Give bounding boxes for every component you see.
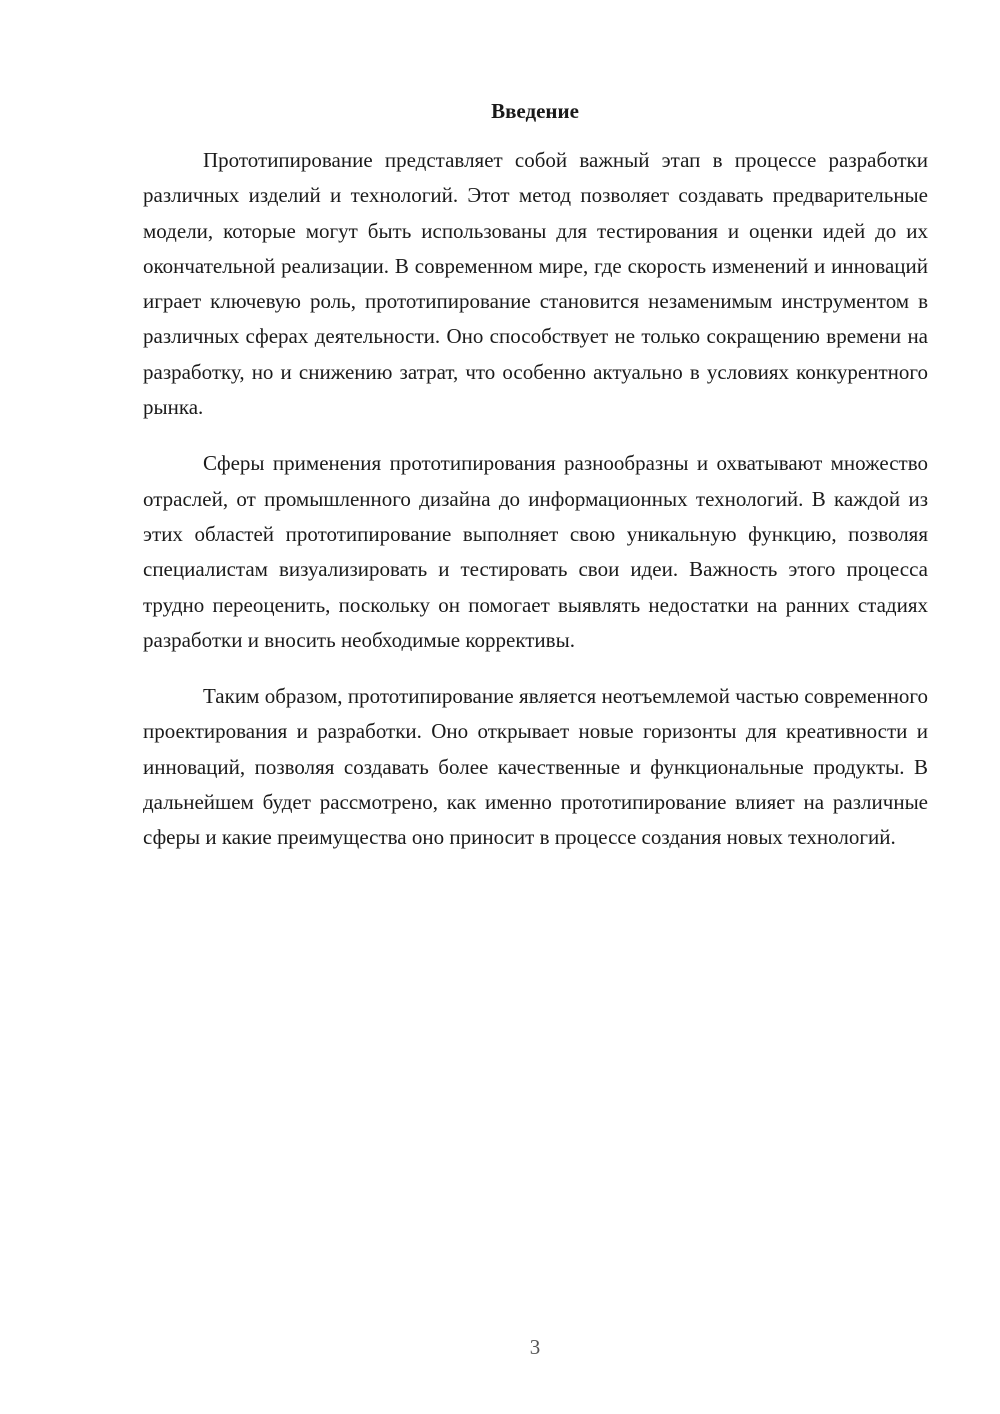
paragraph-3: Таким образом, прототипирование является неотъемлемой частью современного проектирования и разработки. Оно открывает новые горизонты для креативности и инноваций, позволяя создавать более качественные и функциональные продукты. В дальнейшем будет рассмотрено, как именно прототипирование влияет на различные сферы и какие преимущества оно приносит в процессе создания новых технологий. bbox=[143, 684, 928, 850]
paragraph-1: Прототипирование представляет собой важный этап в процессе разработки различных изделий и технологий. Этот метод позволяет создавать предварительные модели, которые могут быть использованы для тестирования и оценки идей до их окончательной реализации. В современном мире, где скорость изменений и инноваций играет ключевую роль, прототипирование становится незаменимым инструментом в различных сферах деятельности. Оно способствует не только сокращению времени на разработку, но и снижению затрат, что особенно актуально в условиях конкурентного рынка. bbox=[143, 148, 928, 420]
page-number: 3 bbox=[529, 1335, 541, 1359]
paragraph-2: Сферы применения прототипирования разнообразны и охватывают множество отраслей, от промышленного дизайна до информационных технологий. В каждой из этих областей прототипирование выполняет свою уникальную функцию, позволяя специалистам визуализировать и тестировать свои идеи. Важность этого процесса трудно переоценить, поскольку он помогает выявлять недостатки на ранних стадиях разработки и вносить необходимые коррективы. bbox=[143, 451, 928, 652]
document-body bbox=[143, 143, 928, 877]
page-title: Введение bbox=[491, 99, 579, 123]
